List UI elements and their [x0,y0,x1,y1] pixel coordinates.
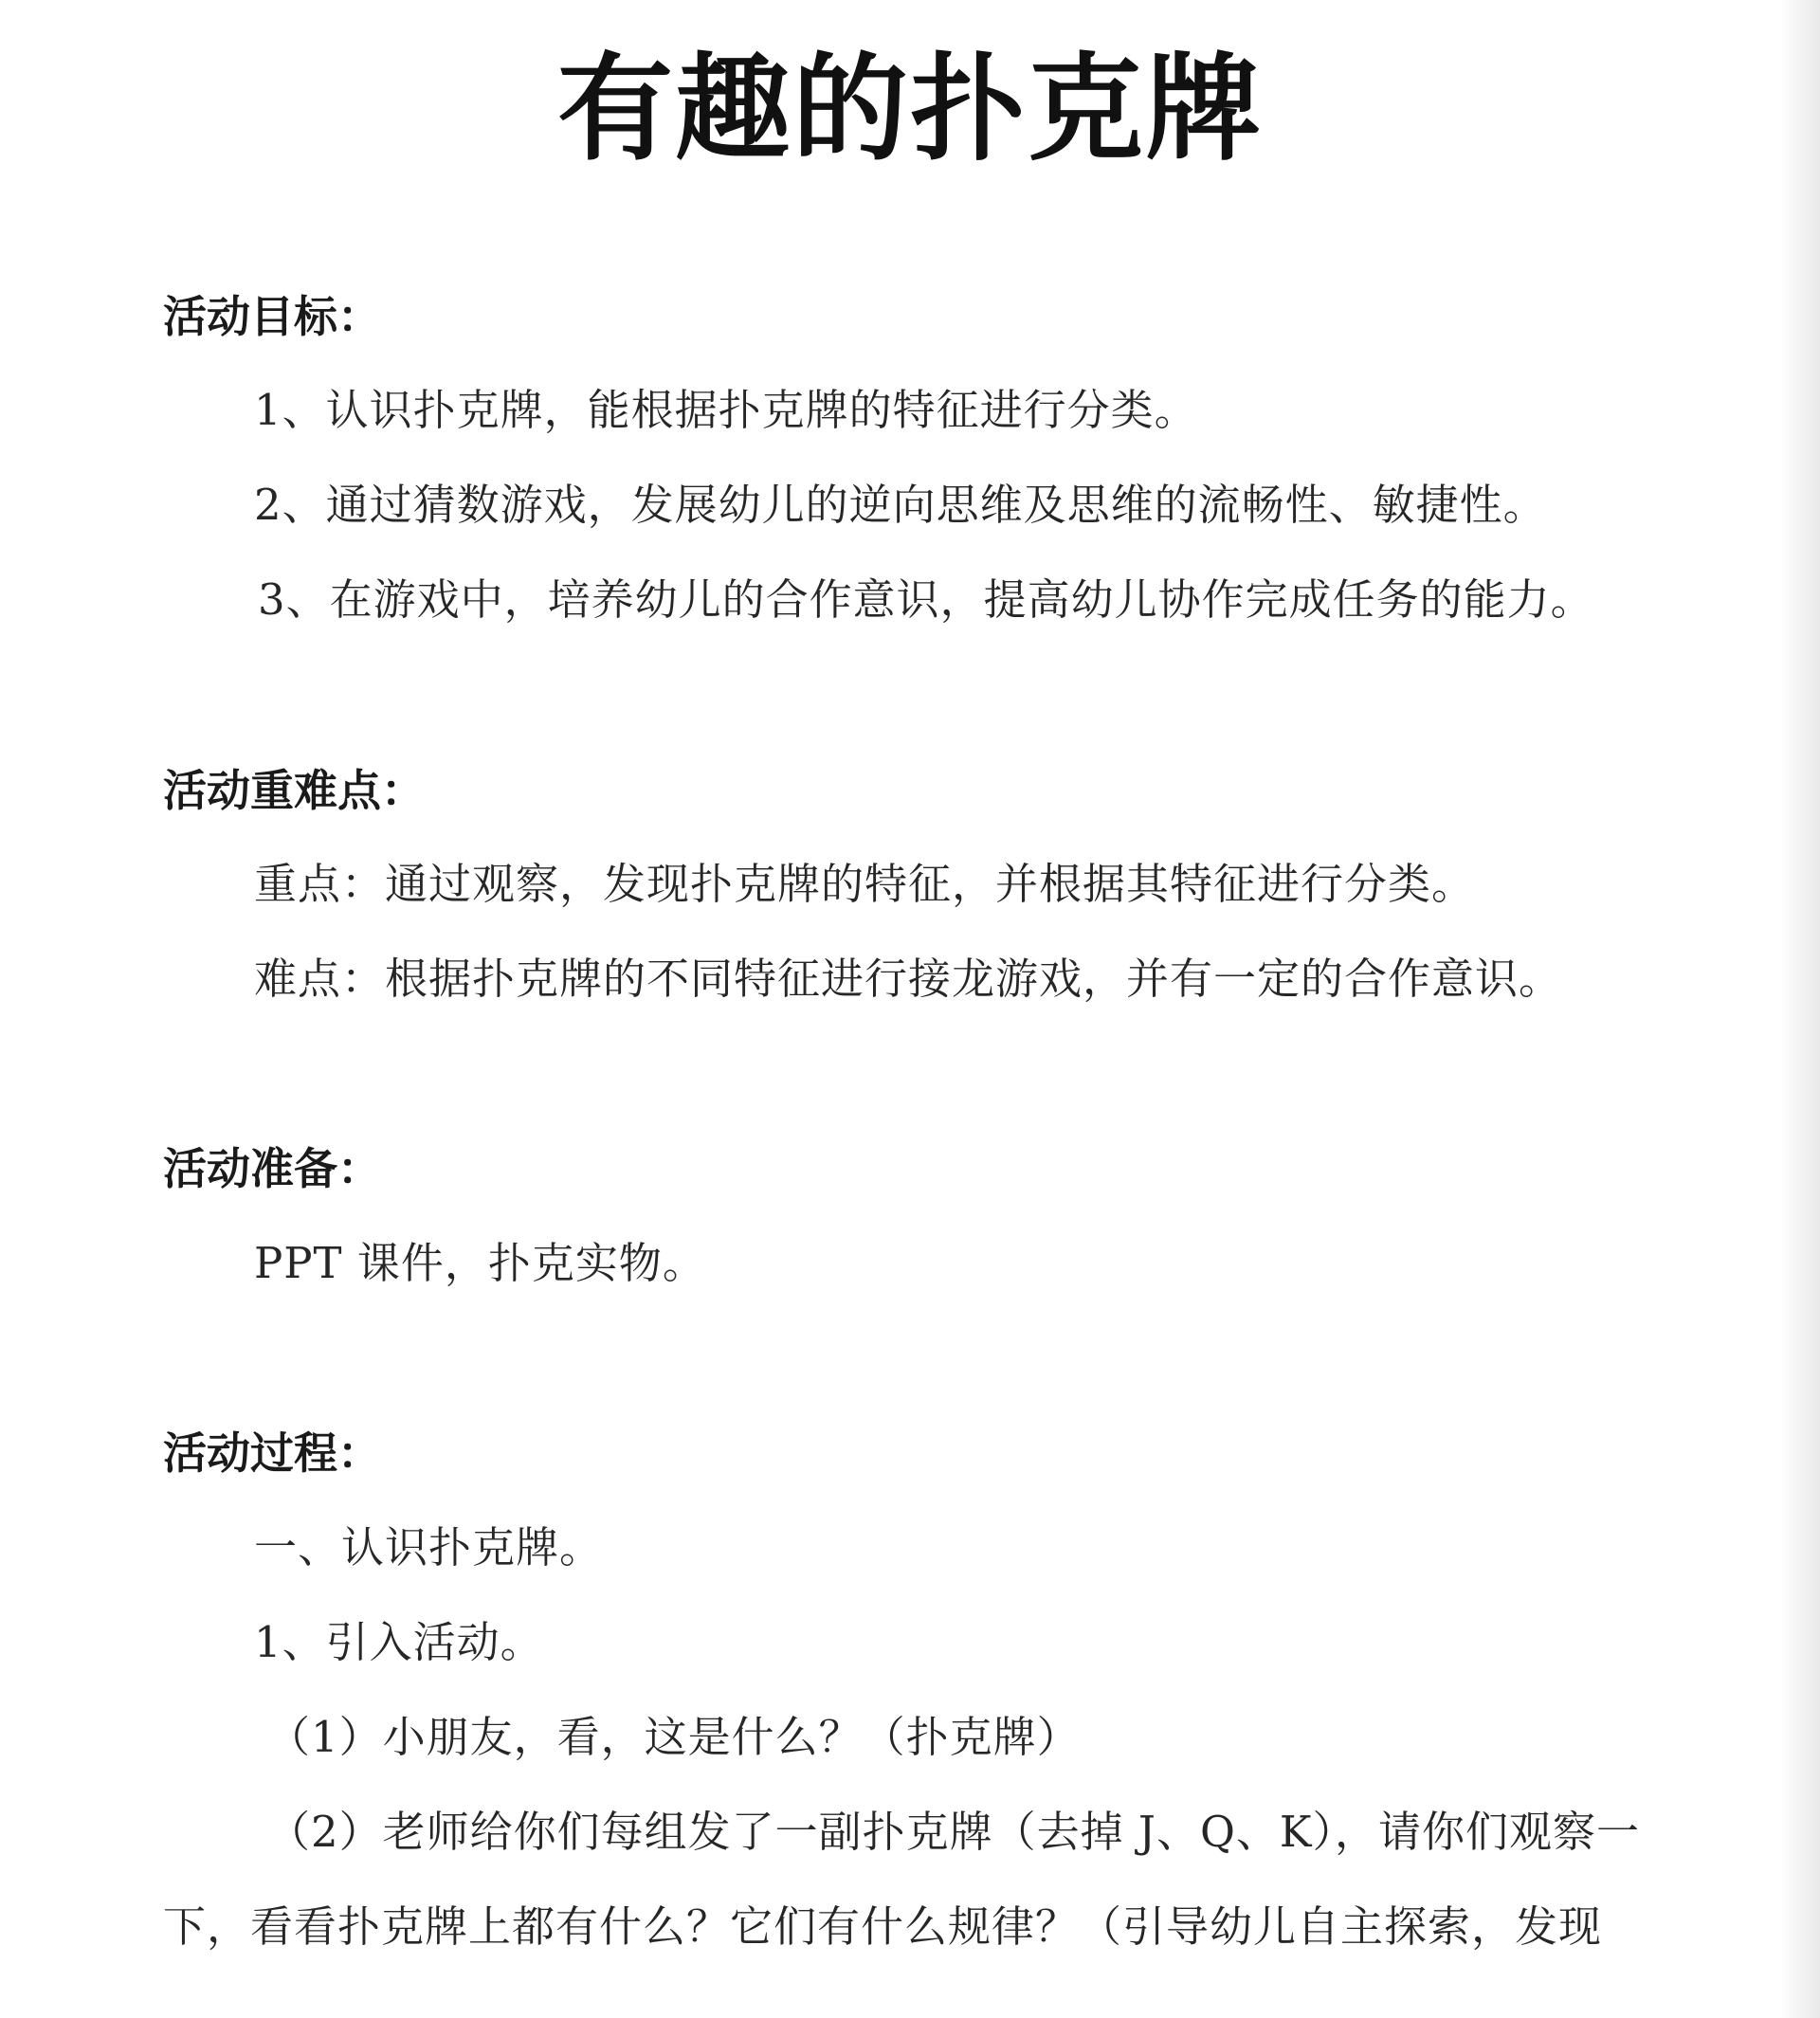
goal-item-3: 3、在游戏中，培养幼儿的合作意识，提高幼儿协作完成任务的能力。 [258,574,1594,625]
preparation-heading: 活动准备： [163,1143,381,1194]
process-question-2: （2）老师给你们每组发了一副扑克牌（去掉 J、Q、K），请你们观察一 [267,1807,1640,1857]
key-points-heading: 活动重难点： [163,765,425,816]
goal-item-2: 2、通过猜数游戏，发展幼儿的逆向思维及思维的流畅性、敏捷性。 [254,480,1547,530]
process-step-heading: 一、认识扑克牌。 [254,1522,604,1573]
process-question-1: （1）小朋友，看，这是什么？（扑克牌） [267,1712,1081,1762]
process-question-2-continued: 下，看看扑克牌上都有什么？它们有什么规律？（引导幼儿自主探索，发现 [163,1901,1603,1952]
page-edge-shadow [1780,0,1820,2018]
goal-item-1: 1、认识扑克牌，能根据扑克牌的特征进行分类。 [254,385,1198,435]
document-title: 有趣的扑克牌 [557,42,1263,176]
difficulty-item: 难点：根据扑克牌的不同特征进行接龙游戏，并有一定的合作意识。 [254,954,1563,1004]
preparation-item: PPT 课件，扑克实物。 [254,1238,706,1288]
goals-heading: 活动目标： [163,291,381,342]
process-substep: 1、引入活动。 [254,1617,544,1667]
process-heading: 活动过程： [163,1427,381,1479]
key-point-item: 重点：通过观察，发现扑克牌的特征，并根据其特征进行分类。 [254,859,1476,909]
